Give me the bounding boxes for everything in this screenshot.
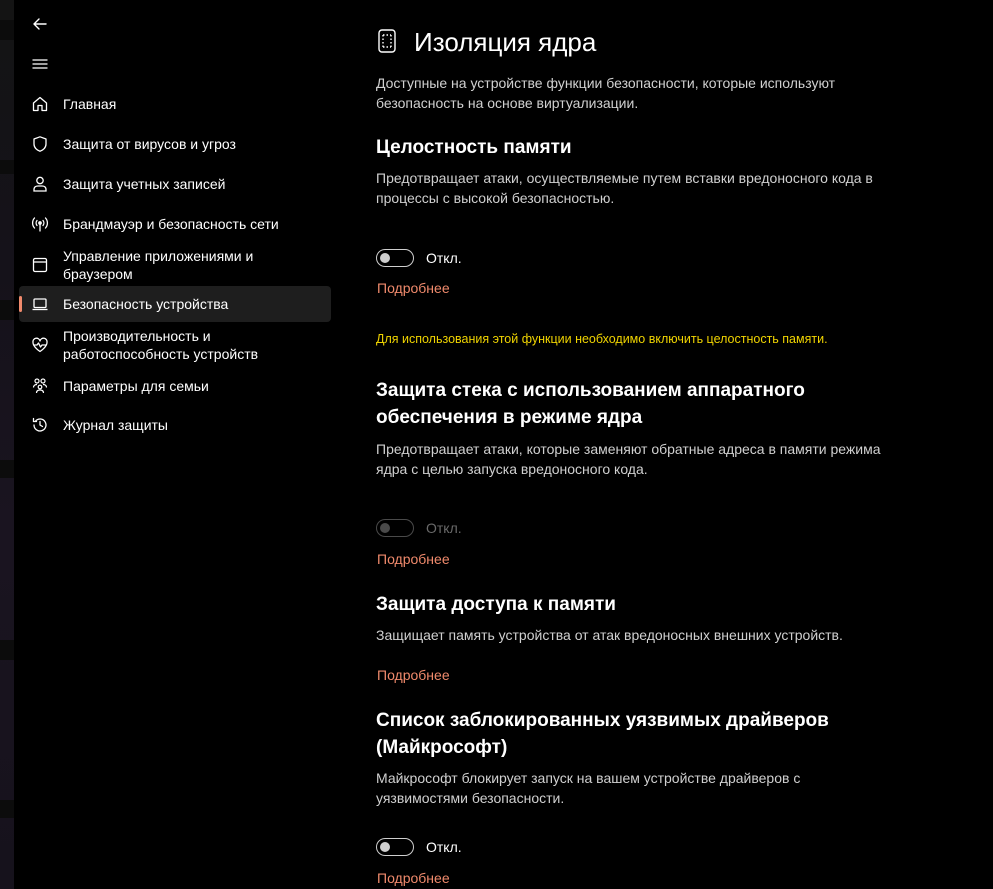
nav-item-device-security[interactable] (19, 286, 331, 322)
nav-item-protection-history[interactable] (19, 404, 331, 446)
nav-item-device-performance[interactable] (19, 322, 331, 368)
driver-blocklist-toggle-label: Откл. (426, 839, 462, 855)
memory-integrity-heading: Целостность памяти (376, 137, 572, 158)
driver-blocklist-description: Майкрософт блокирует запуск на вашем устройстве драйверов с уязвимостями безопасности. (376, 770, 801, 806)
nav-item-account-protection[interactable] (19, 164, 331, 204)
memory-integrity-toggle-label: Откл. (426, 250, 462, 266)
stack-protection-warning: Для использования этой функции необходимо включить целостность памяти. (376, 332, 828, 346)
nav-item-label: Управление приложениями и браузером (63, 248, 254, 282)
sidebar (14, 0, 344, 889)
nav-item-label: Защита учетных записей (63, 176, 226, 192)
edge-band (0, 300, 14, 320)
toggle-knob (380, 842, 390, 852)
menu-button[interactable] (30, 54, 50, 74)
heart-pulse-icon (31, 336, 49, 354)
back-arrow-icon (30, 14, 50, 34)
edge-band (0, 160, 14, 174)
nav-item-label: Защита от вирусов и угроз (63, 136, 236, 152)
memory-access-description: Защищает память устройства от атак вредоносных внешних устройств. (376, 627, 843, 643)
person-icon (31, 175, 49, 193)
stack-protection-heading: Защита стека с использованием аппаратного обеспечения в режиме ядра (376, 380, 805, 428)
hamburger-icon (30, 54, 50, 74)
nav-item-label: Брандмауэр и безопасность сети (63, 216, 279, 232)
page-title: Изоляция ядра (414, 27, 597, 57)
toggle-knob (380, 253, 390, 263)
stack-protection-toggle-label: Откл. (426, 520, 462, 536)
active-indicator (19, 296, 22, 312)
laptop-icon (31, 295, 49, 313)
family-icon (31, 377, 49, 395)
shield-icon (31, 135, 49, 153)
edge-band (0, 800, 14, 818)
nav-item-family-options[interactable] (19, 368, 331, 404)
nav-item-label: Параметры для семьи (63, 378, 209, 394)
edge-band (0, 460, 14, 478)
memory-integrity-toggle[interactable] (376, 249, 414, 267)
memory-integrity-more-link[interactable]: Подробнее (377, 280, 450, 296)
memory-access-more-link[interactable]: Подробнее (377, 667, 450, 683)
driver-blocklist-heading: Список заблокированных уязвимых драйверов (Майкрософт) (376, 710, 829, 758)
nav-item-label: Главная (63, 96, 117, 112)
toggle-knob (380, 523, 390, 533)
stack-protection-toggle-row (376, 518, 462, 538)
memory-integrity-toggle-row (376, 248, 462, 268)
nav-item-label: Безопасность устройства (63, 296, 229, 312)
stack-protection-toggle (376, 519, 414, 537)
back-button[interactable] (30, 14, 50, 34)
driver-blocklist-more-link[interactable]: Подробнее (377, 870, 450, 886)
driver-blocklist-toggle[interactable] (376, 838, 414, 856)
stack-protection-description: Предотвращает атаки, которые заменяют обратные адреса в памяти режима ядра с целью запуска вредоносного кода. (376, 441, 881, 477)
edge-band (0, 640, 14, 660)
edge-band (0, 20, 14, 40)
desktop-edge (0, 0, 14, 889)
wifi-signal-icon (31, 215, 49, 233)
nav-item-firewall[interactable] (19, 204, 331, 244)
page-description: Доступные на устройстве функции безопасности, которые используют безопасность на основе виртуализации. (376, 75, 836, 111)
home-icon (31, 95, 49, 113)
nav-item-app-browser-control[interactable] (19, 244, 331, 286)
nav-item-home[interactable] (19, 84, 331, 124)
driver-blocklist-toggle-row (376, 837, 462, 857)
nav-item-label: Производительность и работоспособность устройств (63, 328, 259, 362)
app-window-icon (31, 256, 49, 274)
memory-access-heading: Защита доступа к памяти (376, 594, 616, 615)
nav-item-virus-protection[interactable] (19, 124, 331, 164)
history-icon (31, 416, 49, 434)
nav-item-label: Журнал защиты (63, 417, 168, 433)
memory-integrity-description: Предотвращает атаки, осуществляемые путем вставки вредоносного кода в процессы с высокой безопасностью. (376, 170, 873, 206)
core-isolation-icon (376, 28, 398, 54)
stack-protection-more-link[interactable]: Подробнее (377, 551, 450, 567)
